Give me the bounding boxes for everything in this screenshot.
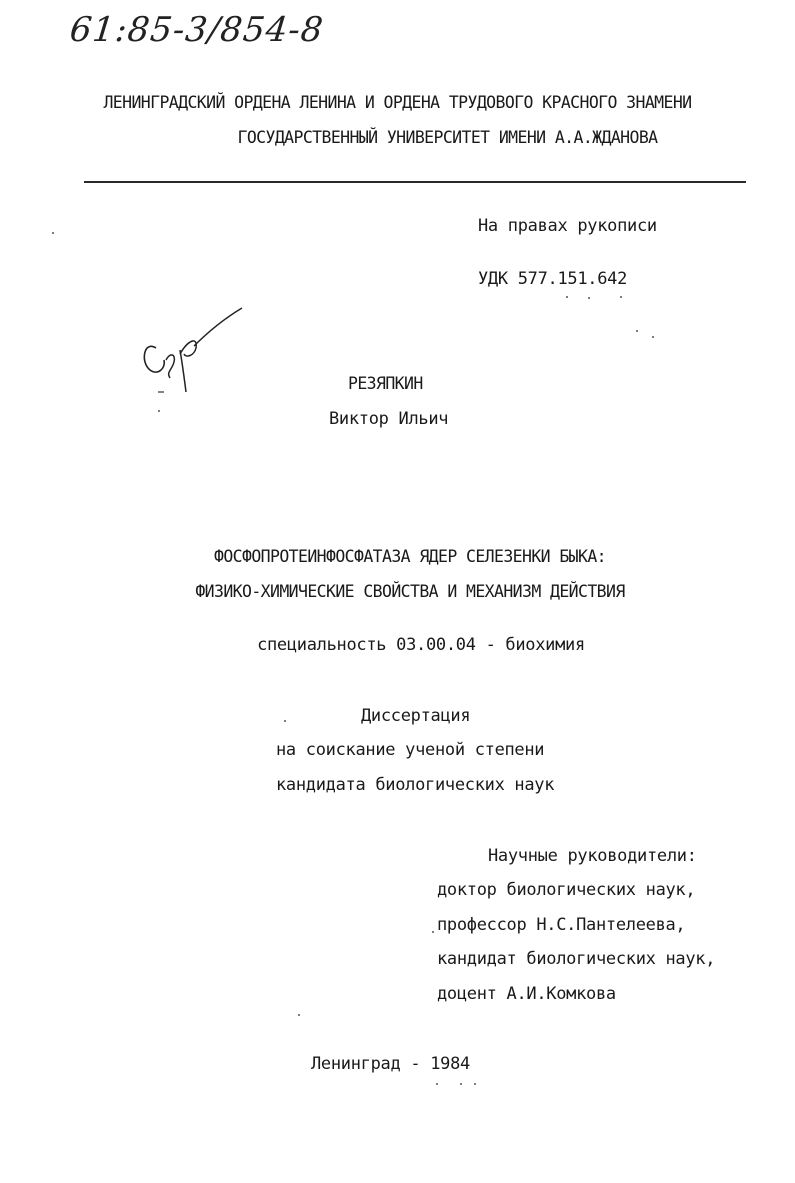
scan-speck (436, 1083, 438, 1085)
scan-speck (158, 410, 160, 412)
supervisor-line-2: профессор Н.С.Пантелеева, (437, 915, 686, 935)
scan-speck (284, 720, 286, 722)
scan-speck (474, 1083, 476, 1085)
dissertation-degree-line-1: на соискание ученой степени (276, 740, 545, 760)
dissertation-label: Диссертация (361, 706, 471, 726)
supervisors-heading: Научные руководители: (488, 846, 697, 866)
scan-speck (620, 296, 622, 298)
scan-speck (566, 296, 568, 298)
author-name: Виктор Ильич (329, 409, 449, 429)
scan-speck (52, 232, 54, 234)
udc-code: УДК 577.151.642 (478, 269, 628, 289)
archive-code-handwritten: 61:85-3/854-8 (67, 10, 326, 50)
scan-speck (432, 931, 434, 933)
institution-line-1: ЛЕНИНГРАДСКИЙ ОРДЕНА ЛЕНИНА И ОРДЕНА ТРУДОВОГО КРАСНОГО ЗНАМЕНИ (103, 93, 692, 112)
scan-speck (460, 1083, 462, 1085)
institution-line-2: ГОСУДАРСТВЕННЫЙ УНИВЕРСИТЕТ ИМЕНИ А.А.ЖДАНОВА (237, 128, 658, 147)
supervisor-line-4: доцент А.И.Комкова (437, 984, 616, 1004)
specialty-line: специальность 03.00.04 - биохимия (257, 635, 585, 655)
scan-speck (588, 297, 590, 299)
author-surname: РЕЗЯПКИН (348, 374, 423, 393)
scan-speck (636, 330, 638, 332)
handwritten-signature (136, 300, 246, 400)
place-and-year: Ленинград - 1984 (311, 1054, 470, 1074)
supervisor-line-3: кандидат биологических наук, (437, 949, 716, 969)
rights-note: На правах рукописи (478, 216, 657, 236)
title-line-1: ФОСФОПРОТЕИНФОСФАТАЗА ЯДЕР СЕЛЕЗЕНКИ БЫКА: (213, 547, 607, 566)
dissertation-degree-line-2: кандидата биологических наук (276, 775, 555, 795)
title-line-2: ФИЗИКО-ХИМИЧЕСКИЕ СВОЙСТВА И МЕХАНИЗМ ДЕЙСТВИЯ (195, 582, 625, 601)
supervisor-line-1: доктор биологических наук, (437, 880, 696, 900)
scan-speck (652, 336, 654, 338)
scan-speck (298, 1014, 300, 1016)
header-divider (84, 181, 746, 183)
